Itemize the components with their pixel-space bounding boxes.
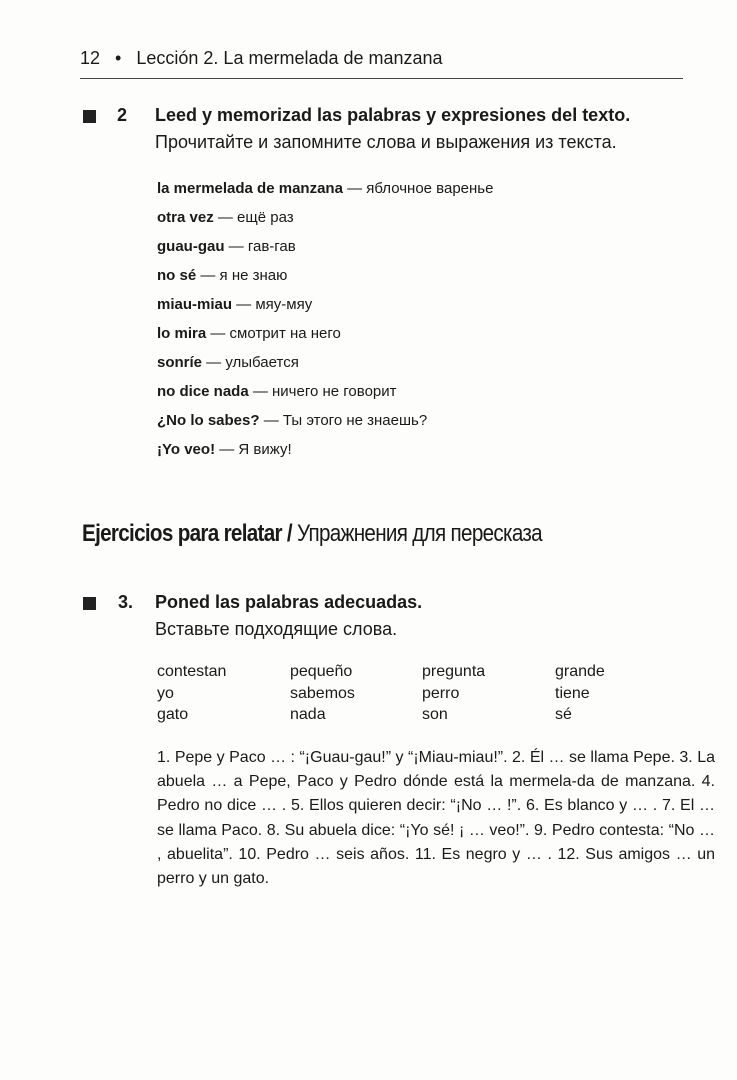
vocab-russian: — смотрит на него bbox=[206, 325, 341, 342]
word-bank-item: pregunta bbox=[422, 663, 486, 680]
header-rule bbox=[80, 78, 683, 79]
vocab-russian: — я не знаю bbox=[196, 267, 288, 284]
word-bank-item: sabemos bbox=[290, 684, 355, 702]
vocab-spanish: ¿No lo sabes? bbox=[157, 412, 260, 429]
vocab-item bbox=[157, 267, 287, 284]
vocab-russian: — ничего не говорит bbox=[248, 383, 397, 400]
lesson-title: Lección 2. La mermelada de manzana bbox=[136, 48, 443, 68]
vocab-item bbox=[157, 354, 299, 371]
vocab-spanish: guau-gau bbox=[157, 238, 225, 255]
exercise-3-title: Poned las palabras adecuadas. bbox=[155, 592, 423, 612]
vocab-spanish: sonríe bbox=[157, 354, 203, 371]
header-separator: • bbox=[115, 48, 122, 68]
word-bank-item: pequeño bbox=[290, 663, 353, 680]
section-slash: / bbox=[281, 520, 298, 547]
exercise-3-subtitle: Вставьте подходящие слова. bbox=[155, 619, 398, 639]
vocab-item bbox=[157, 441, 292, 458]
section-title-ru: Упражнения для пересказа bbox=[297, 520, 542, 547]
word-bank-item: gato bbox=[157, 706, 189, 723]
vocab-spanish: no dice nada bbox=[157, 383, 249, 400]
vocab-spanish: la mermelada de manzana bbox=[157, 180, 343, 197]
vocab-spanish: ¡Yo veo! bbox=[157, 441, 216, 458]
word-bank-item: perro bbox=[422, 684, 460, 702]
exercise-square-icon bbox=[83, 110, 96, 123]
word-bank-item: yo bbox=[157, 684, 174, 702]
vocab-item bbox=[157, 180, 493, 197]
word-bank-item: grande bbox=[555, 663, 605, 680]
vocab-russian: — мяу-мяу bbox=[232, 296, 313, 313]
vocab-russian: — улыбается bbox=[202, 354, 299, 371]
word-bank-item: contestan bbox=[157, 663, 227, 680]
word-bank-item: son bbox=[422, 706, 448, 723]
vocab-russian: — яблочное варенье bbox=[342, 180, 494, 197]
vocab-item bbox=[157, 383, 397, 400]
word-bank-item: nada bbox=[290, 706, 326, 723]
vocab-russian: — гав-гав bbox=[224, 238, 296, 255]
vocab-russian: — ещё раз bbox=[213, 209, 294, 226]
vocab-item bbox=[157, 412, 427, 429]
exercise-square-icon bbox=[83, 597, 96, 610]
vocab-russian: — Ты этого не знаешь? bbox=[259, 412, 428, 429]
vocab-spanish: no sé bbox=[157, 267, 197, 284]
word-bank-item: sé bbox=[555, 706, 572, 723]
section-title-es: Ejercicios para relatar bbox=[82, 520, 282, 547]
vocab-spanish: miau-miau bbox=[157, 296, 233, 313]
vocab-spanish: lo mira bbox=[157, 325, 207, 342]
page-number: 12 bbox=[80, 48, 101, 68]
exercise-2-number: 2 bbox=[117, 105, 128, 125]
vocab-item bbox=[157, 209, 294, 226]
vocab-item bbox=[157, 296, 312, 313]
exercise-2-subtitle: Прочитайте и запомните слова и выражения из текста. bbox=[155, 132, 617, 152]
running-header bbox=[80, 48, 443, 69]
vocab-item bbox=[157, 238, 296, 255]
vocab-russian: — Я вижу! bbox=[215, 441, 292, 458]
word-bank-item: tiene bbox=[555, 684, 590, 702]
exercise-3-text: 1. Pepe y Paco … : “¡Guau-gau!” y “¡Miau-miau!”. 2. Él … se llama Pepe. 3. La abuela … a Pepe, Paco y Pedro dónde está la mermela-da de manzana. 4. Pedro no dice … . 5. Ellos quieren decir: “¡No … !”. 6. Es blanco y … . 7. El … se llama Paco. 8. Su abuela dice: “¡Yo sé! ¡ … veo!”. 9. Pedro contesta: “No … , abuelita”. 10. Pedro … seis años. 11. Es negro y … . 12. Sus amigos … un perro y un gato. bbox=[157, 749, 715, 888]
exercise-2-title: Leed y memorizad las palabras y expresiones del texto. bbox=[155, 105, 631, 125]
vocab-item bbox=[157, 325, 341, 342]
exercise-3-number: 3. bbox=[118, 592, 134, 612]
section-heading bbox=[82, 520, 542, 548]
vocab-spanish: otra vez bbox=[157, 209, 214, 226]
